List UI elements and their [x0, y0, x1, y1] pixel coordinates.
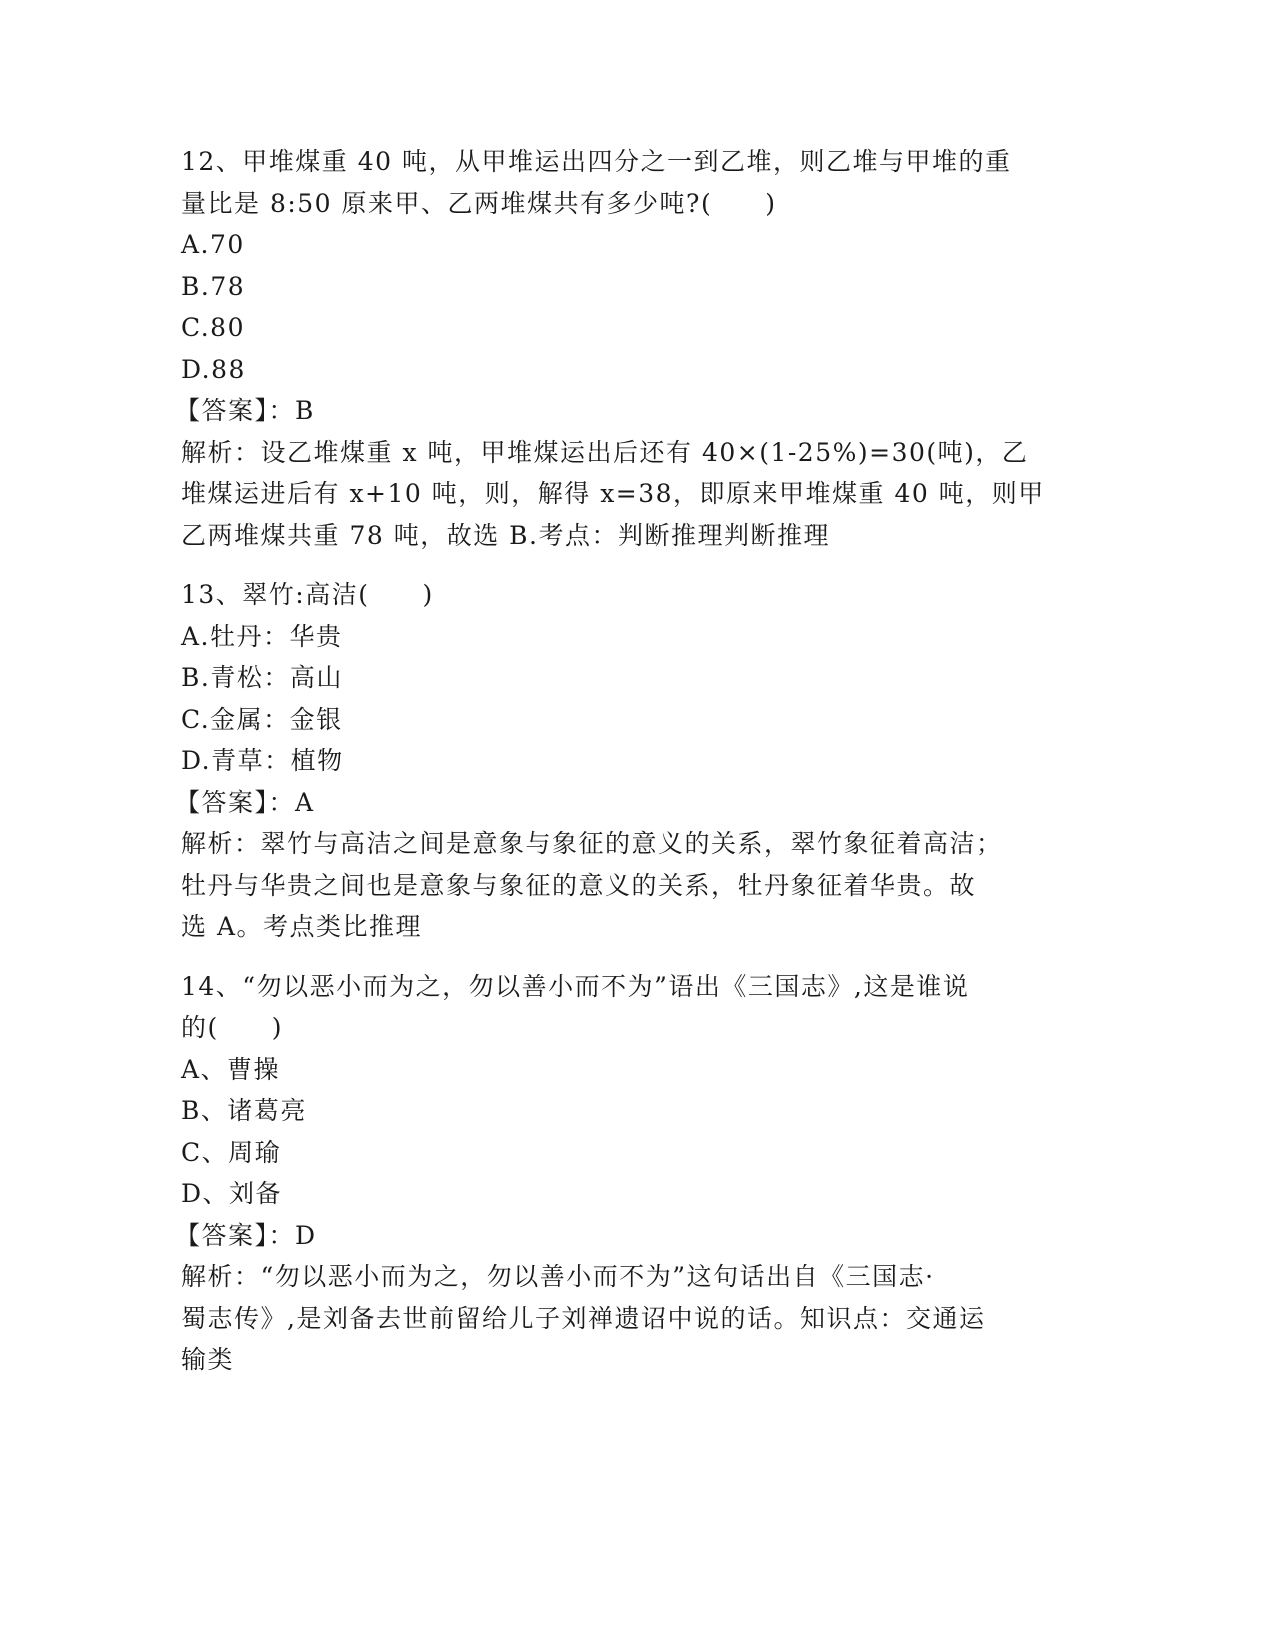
question-stem-line: 12、甲堆煤重 40 吨，从甲堆运出四分之一到乙堆，则乙堆与甲堆的重: [181, 147, 1012, 176]
document-page: [175, 141, 1061, 1399]
question-14: [175, 966, 1061, 1381]
option-b: B.青松：高山: [181, 663, 343, 692]
option-d: D.88: [181, 354, 246, 384]
option-c: C.金属：金银: [181, 704, 343, 734]
analysis-line: 解析：设乙堆煤重 x 吨，甲堆煤运出后还有 40×(1-25%)=30(吨)，乙: [181, 437, 1029, 467]
option-c: C、周瑜: [181, 1137, 282, 1167]
question-stem-line: 量比是 8:50 原来甲、乙两堆煤共有多少吨?( ): [181, 188, 777, 218]
option-b: B.78: [181, 271, 246, 301]
analysis-line: 输类: [181, 1345, 235, 1374]
option-d: D、刘备: [181, 1179, 283, 1208]
analysis-line: 选 A。考点类比推理: [181, 912, 423, 941]
question-13: [175, 574, 1061, 948]
analysis-line: 堆煤运进后有 x+10 吨，则，解得 x=38，即原来甲堆煤重 40 吨，则甲: [181, 479, 1045, 508]
option-d: D.青草：植物: [181, 746, 344, 775]
question-stem-line: 14、“勿以恶小而为之，勿以善小而不为”语出《三国志》,这是谁说: [181, 971, 970, 1001]
option-a: A.牡丹：华贵: [181, 621, 343, 651]
option-a: A.70: [181, 230, 245, 259]
analysis-line: 蜀志传》,是刘备去世前留给儿子刘禅遗诏中说的话。知识点：交通运: [181, 1303, 986, 1333]
option-c: C.80: [181, 313, 245, 342]
option-a: A、曹操: [181, 1054, 281, 1084]
answer-label: 【答案】：D: [175, 1220, 317, 1250]
option-b: B、诸葛亮: [181, 1096, 307, 1125]
question-12: [175, 141, 1061, 556]
answer-label: 【答案】：A: [175, 787, 315, 817]
analysis-line: 牡丹与华贵之间也是意象与象征的意义的关系，牡丹象征着华贵。故: [181, 870, 977, 900]
analysis-line: 解析：翠竹与高洁之间是意象与象征的意义的关系，翠竹象征着高洁；: [181, 829, 1003, 858]
analysis-line: 乙两堆煤共重 78 吨，故选 B.考点：判断推理判断推理: [181, 520, 830, 550]
answer-label: 【答案】：B: [175, 396, 315, 425]
question-stem-line: 的( ): [181, 1013, 284, 1042]
question-stem-line: 13、翠竹:高洁( ): [181, 580, 434, 609]
analysis-line: 解析：“勿以恶小而为之，勿以善小而不为”这句话出自《三国志·: [181, 1262, 935, 1291]
